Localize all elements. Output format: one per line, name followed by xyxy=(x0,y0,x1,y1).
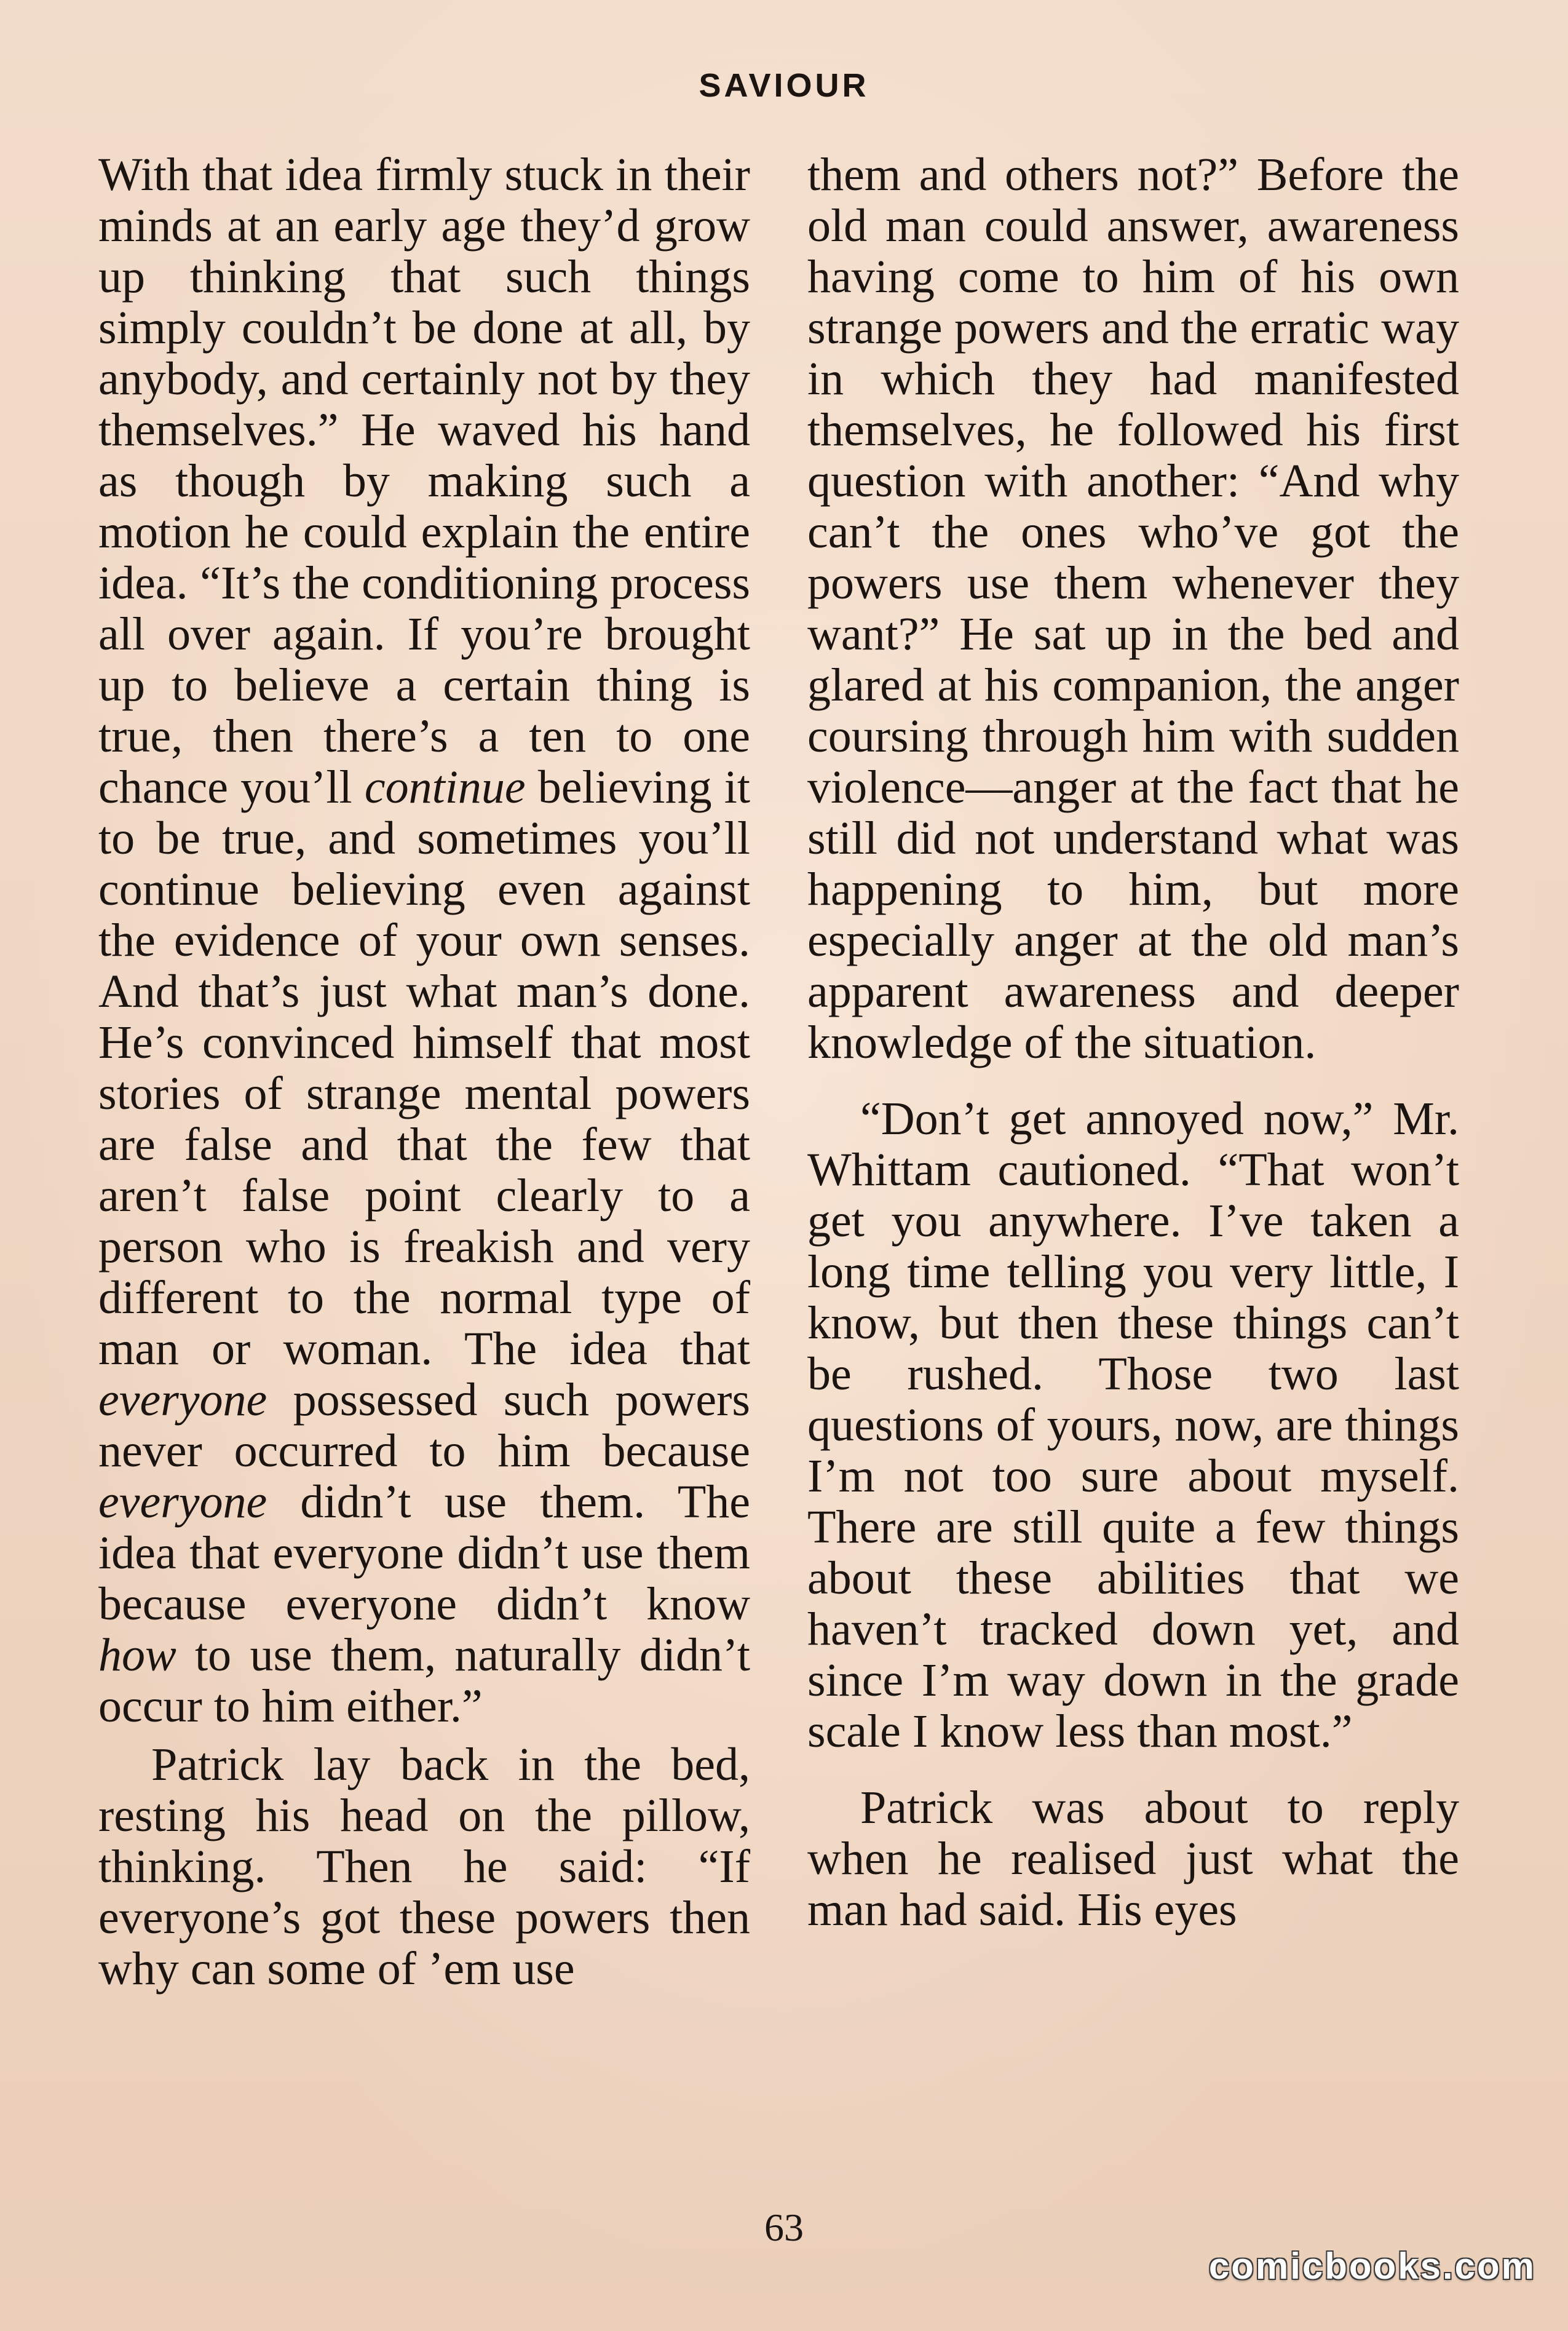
text-segment: With that idea firmly stuck in their minds at an early age they’d grow up thinking that such things simply couldn’t be done at all, by anybody, and certainly not by they themselves.” He waved his hand as though by making such a motion he could explain the entire idea. “It’s the conditioning process all over again. If you’re brought up to believe a certain thing is true, then there’s a ten to one chance you’ll xyxy=(98,149,750,813)
text-segment: didn’t use them. The idea that everyone didn’t use them because everyone didn’t know xyxy=(98,1476,750,1630)
right-paragraph-3: Patrick was about to reply when he realised just what the man had said. His eyes xyxy=(807,1782,1459,1936)
italic-word: how xyxy=(98,1629,176,1681)
italic-word: continue xyxy=(364,761,526,813)
left-paragraph-2: Patrick lay back in the bed, resting his head on the pillow, thinking. Then he said: “If everyone’s got these powers then why can some of ’em use xyxy=(98,1739,750,1995)
text-segment: believing it to be true, and sometimes you’ll continue believing even against the evidence of your own senses. And that’s just what man’s done. He’s convinced himself that most stories of strange mental powers are false and that the few that aren’t false point clearly to a person who is freakish and very different to the normal type of man or woman. The idea that xyxy=(98,761,750,1375)
left-paragraph-1 xyxy=(98,149,750,1732)
italic-word: everyone xyxy=(98,1374,267,1426)
right-column xyxy=(807,149,1459,1936)
watermark-logo: comicbooks.com xyxy=(1208,2246,1536,2287)
right-paragraph-1: them and others not?” Before the old man could answer, awareness having come to him of his own strange powers and the erratic way in which they had manifested themselves, he followed his first question with another: “And why can’t the ones who’ve got the powers use them whenever they want?” He sat up in the bed and glared at his companion, the anger coursing through him with sudden violence—anger at the fact that he still did not understand what was happening to him, but more especially anger at the old man’s apparent awareness and deeper knowledge of the situation. xyxy=(807,149,1459,1068)
right-paragraph-2: “Don’t get annoyed now,” Mr. Whittam cautioned. “That won’t get you anywhere. I’ve taken a long time telling you very little, I know, but then these things can’t be rushed. Those two last questions of yours, now, are things I’m not too sure about myself. There are still quite a few things about these abilities that we haven’t tracked down yet, and since I’m way down in the grade scale I know less than most.” xyxy=(807,1093,1459,1757)
running-head: SAVIOUR xyxy=(699,67,869,104)
text-segment: possessed such powers never occurred to him because xyxy=(98,1374,750,1477)
left-column xyxy=(98,149,750,1995)
text-segment: to use them, naturally didn’t occur to him either.” xyxy=(98,1629,750,1732)
page-number: 63 xyxy=(764,2206,804,2249)
italic-word: everyone xyxy=(98,1476,267,1528)
